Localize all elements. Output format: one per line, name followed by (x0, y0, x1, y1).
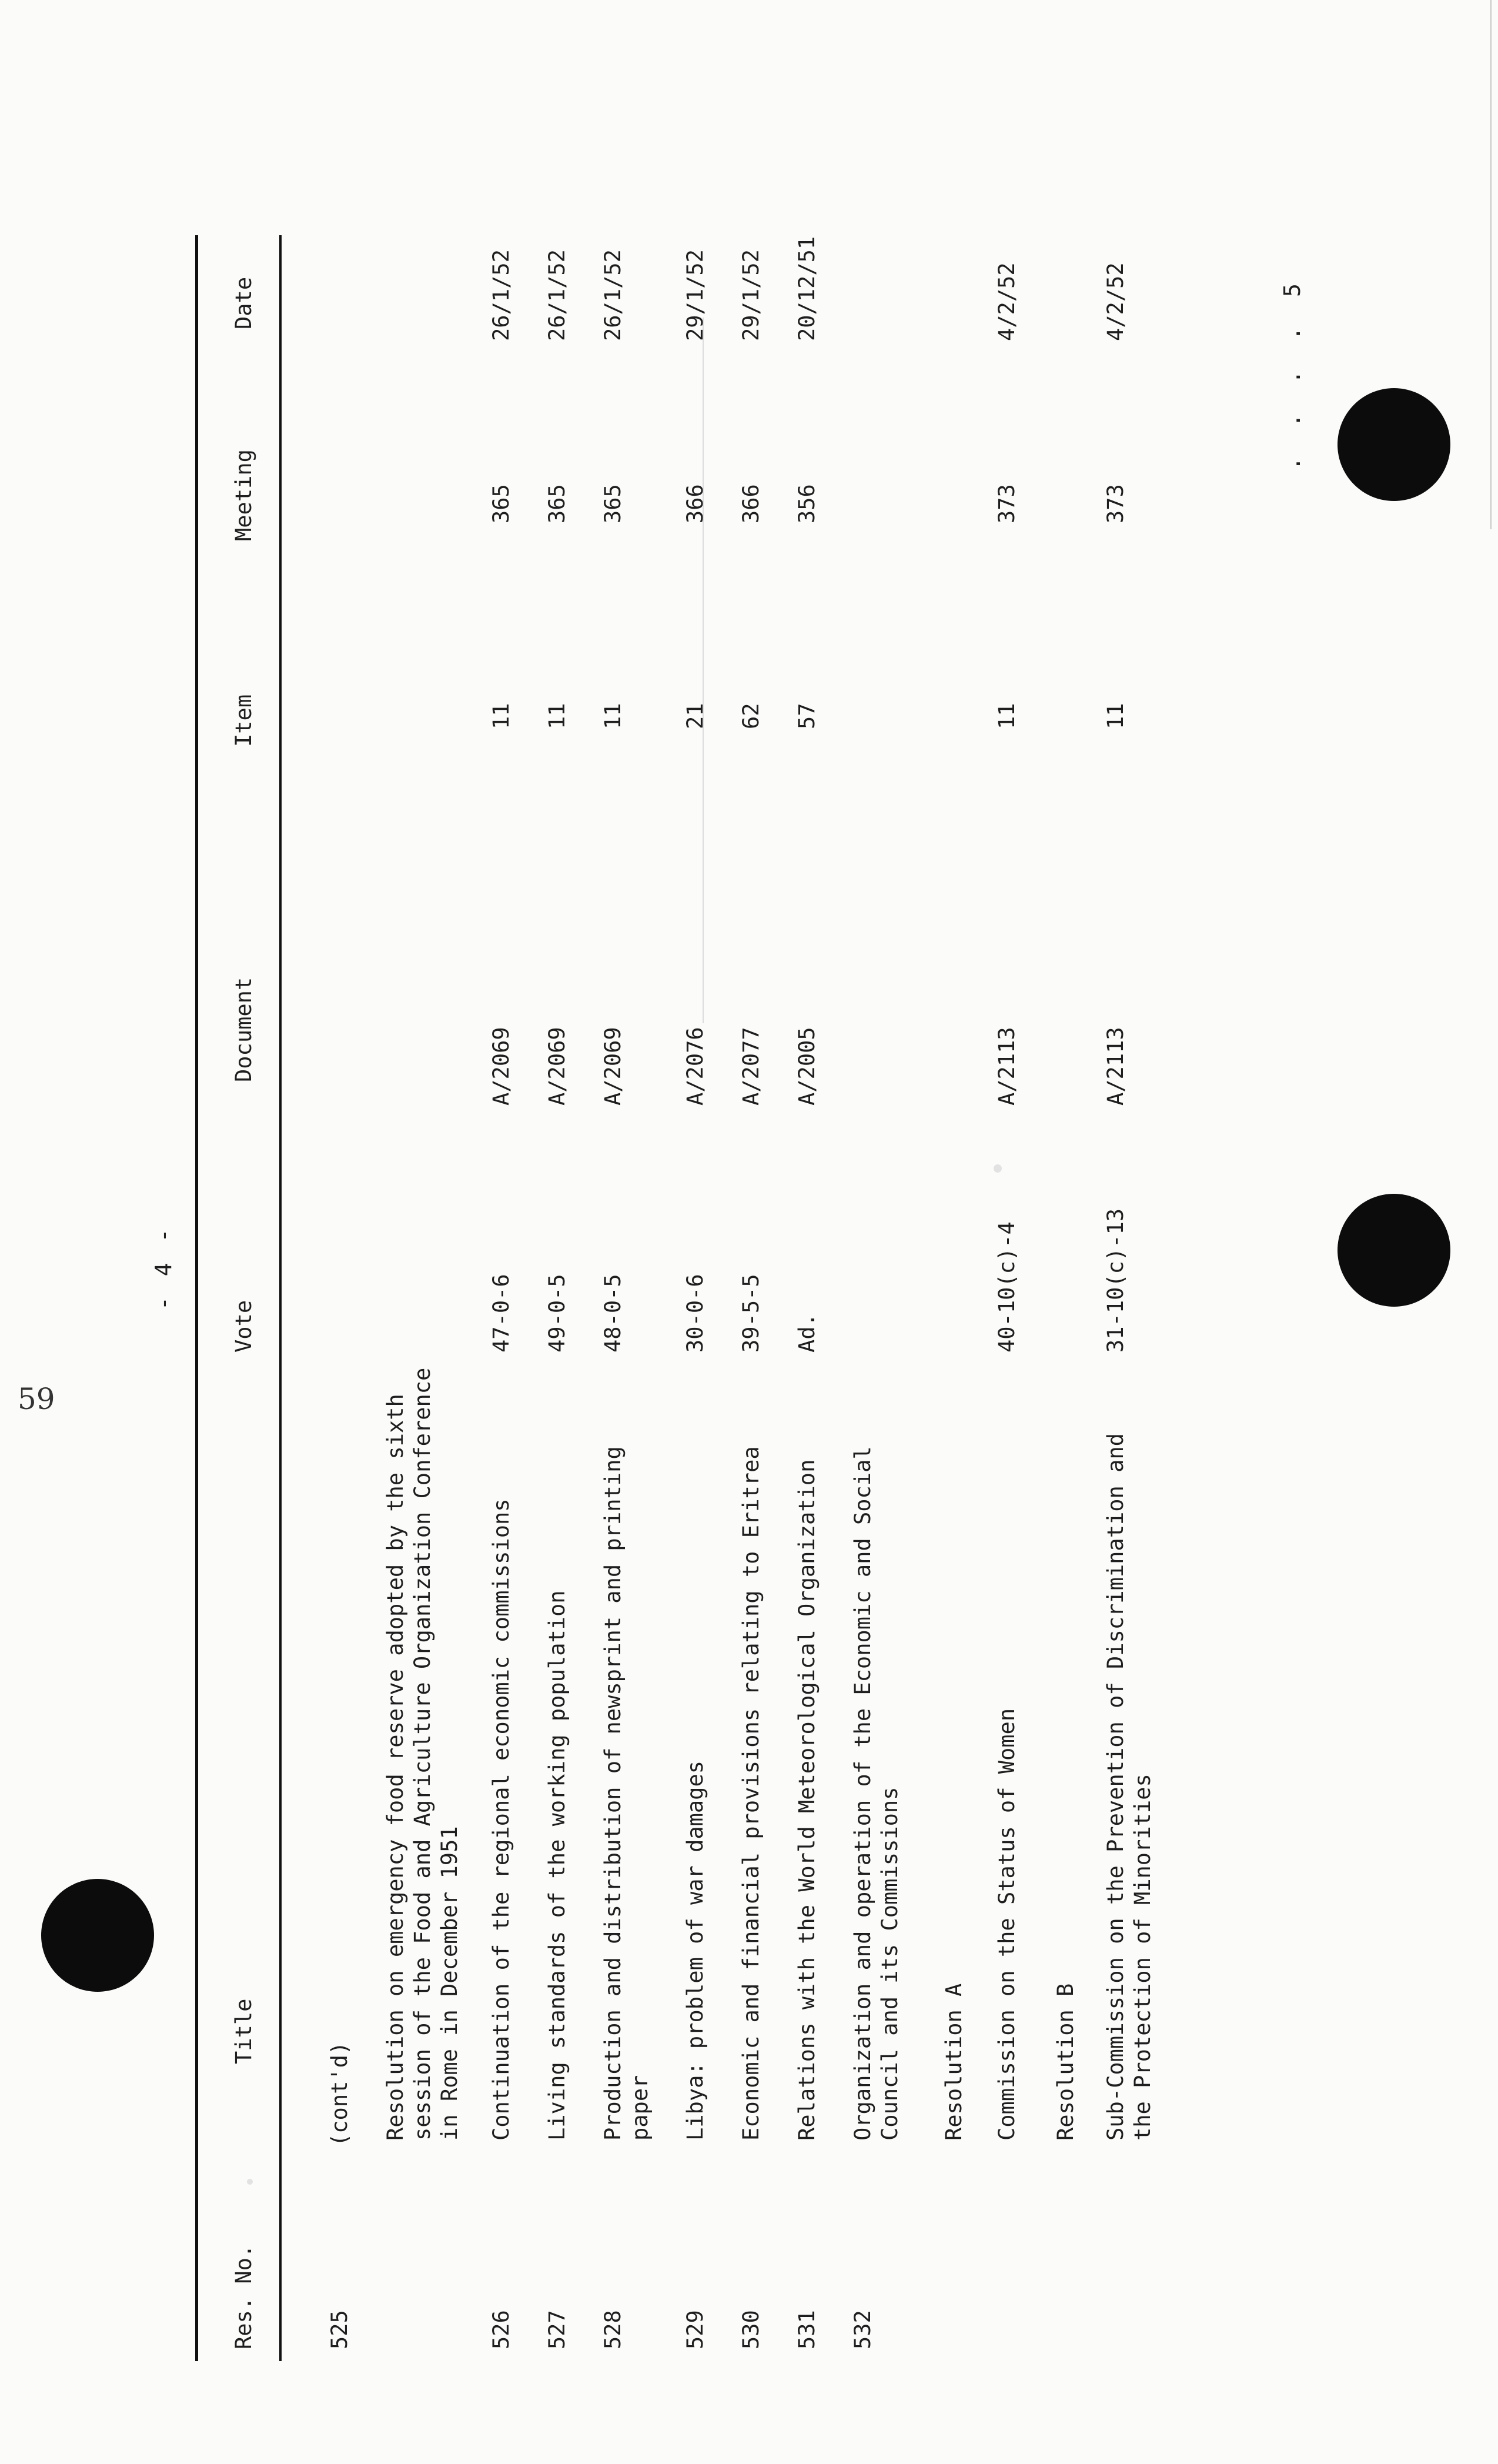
title-cell: paper (627, 2075, 653, 2141)
table-header-rule (279, 235, 282, 2361)
meeting-cell: 366 (683, 484, 708, 523)
res-no-cell: 525 (327, 2310, 352, 2349)
title-cell: Council and its Commissions (877, 1787, 902, 2141)
document-cell: A/2076 (683, 1027, 708, 1106)
item-cell: 21 (683, 703, 708, 729)
date-cell: 29/1/52 (738, 249, 764, 341)
res-no-cell: 527 (544, 2310, 570, 2349)
vote-cell: 47-0-6 (489, 1274, 514, 1353)
column-header-title: Title (231, 1998, 256, 2064)
document-cell: A/2005 (794, 1027, 820, 1106)
res-no-cell: 532 (850, 2310, 875, 2349)
title-cell: Relations with the World Meteorological Organization (794, 1459, 820, 2141)
document-cell: A/2069 (489, 1027, 514, 1106)
handwritten-page-mark: 59 (18, 1382, 55, 1416)
column-header-date: Date (231, 276, 256, 329)
date-cell: 26/1/52 (489, 249, 514, 341)
vote-cell: 49-0-5 (544, 1274, 570, 1353)
document-cell: A/2077 (738, 1027, 764, 1106)
title-cell: Production and distribution of newsprint and printing (600, 1446, 626, 2141)
meeting-cell: 365 (489, 484, 514, 523)
document-cell: A/2069 (600, 1027, 626, 1106)
page-number: - 4 - (151, 1225, 176, 1310)
item-cell: 62 (738, 703, 764, 729)
item-cell: 11 (489, 703, 514, 729)
title-cell: Continuation of the regional economic commissions (489, 1498, 514, 2141)
column-header-document: Document (231, 977, 256, 1082)
meeting-cell: 365 (600, 484, 626, 523)
title-cell: Sub-Commission on the Prevention of Discrimination and (1103, 1433, 1128, 2141)
date-cell: 20/12/51 (794, 236, 820, 341)
res-no-cell: 528 (600, 2310, 626, 2349)
date-cell: 4/2/52 (994, 262, 1019, 341)
date-cell: 4/2/52 (1103, 262, 1128, 341)
res-no-cell: 526 (489, 2310, 514, 2349)
date-cell: 26/1/52 (600, 249, 626, 341)
res-no-cell: 531 (794, 2310, 820, 2349)
item-cell: 11 (1103, 703, 1128, 729)
vote-cell: 31-10(c)-13 (1103, 1208, 1128, 1353)
date-cell: 29/1/52 (683, 249, 708, 341)
table-top-rule (195, 235, 198, 2361)
title-cell: Resolution on emergency food reserve adopted by the sixth (383, 1394, 408, 2141)
column-header-item: Item (231, 694, 256, 747)
title-cell: Living standards of the working population (544, 1590, 570, 2141)
title-cell: session of the Food and Agriculture Organization Conference (410, 1367, 435, 2141)
meeting-cell: 365 (544, 484, 570, 523)
vote-cell: 48-0-5 (600, 1274, 626, 1353)
title-cell: Commission on the Status of Women (994, 1708, 1019, 2141)
title-cell: Economic and financial provisions relating to Eritrea (738, 1446, 764, 2141)
title-cell: in Rome in December 1951 (437, 1826, 462, 2141)
column-header-res-no: Res. No. (231, 2244, 256, 2349)
date-cell: 26/1/52 (544, 249, 570, 341)
vote-cell: 30-0-6 (683, 1274, 708, 1353)
title-cell: Resolution A (941, 1983, 967, 2141)
title-cell: the Protection of Minorities (1130, 1774, 1155, 2141)
document-cell: A/2069 (544, 1027, 570, 1106)
meeting-cell: 373 (1103, 484, 1128, 523)
vote-cell: Ad. (794, 1313, 820, 1353)
title-cell: Organization and operation of the Economic and Social (850, 1446, 875, 2141)
item-cell: 11 (600, 703, 626, 729)
document-cell: A/2113 (1103, 1027, 1128, 1106)
title-cell: Resolution B (1053, 1983, 1078, 2141)
res-no-cell: 529 (683, 2310, 708, 2349)
res-no-cell: 530 (738, 2310, 764, 2349)
column-header-vote: Vote (231, 1300, 256, 1353)
document-cell: A/2113 (994, 1027, 1019, 1106)
item-cell: 11 (544, 703, 570, 729)
meeting-cell: 373 (994, 484, 1019, 523)
column-header-meeting: Meeting (231, 449, 256, 541)
item-cell: 11 (994, 703, 1019, 729)
meeting-cell: 366 (738, 484, 764, 523)
continued-on-next-page: . . . . 5 (1279, 275, 1305, 470)
vote-cell: 40-10(c)-4 (994, 1221, 1019, 1353)
meeting-cell: 356 (794, 484, 820, 523)
item-cell: 57 (794, 703, 820, 729)
vote-cell: 39-5-5 (738, 1274, 764, 1353)
title-cell: (cont'd) (327, 2041, 352, 2146)
title-cell: Libya: problem of war damages (683, 1760, 708, 2141)
